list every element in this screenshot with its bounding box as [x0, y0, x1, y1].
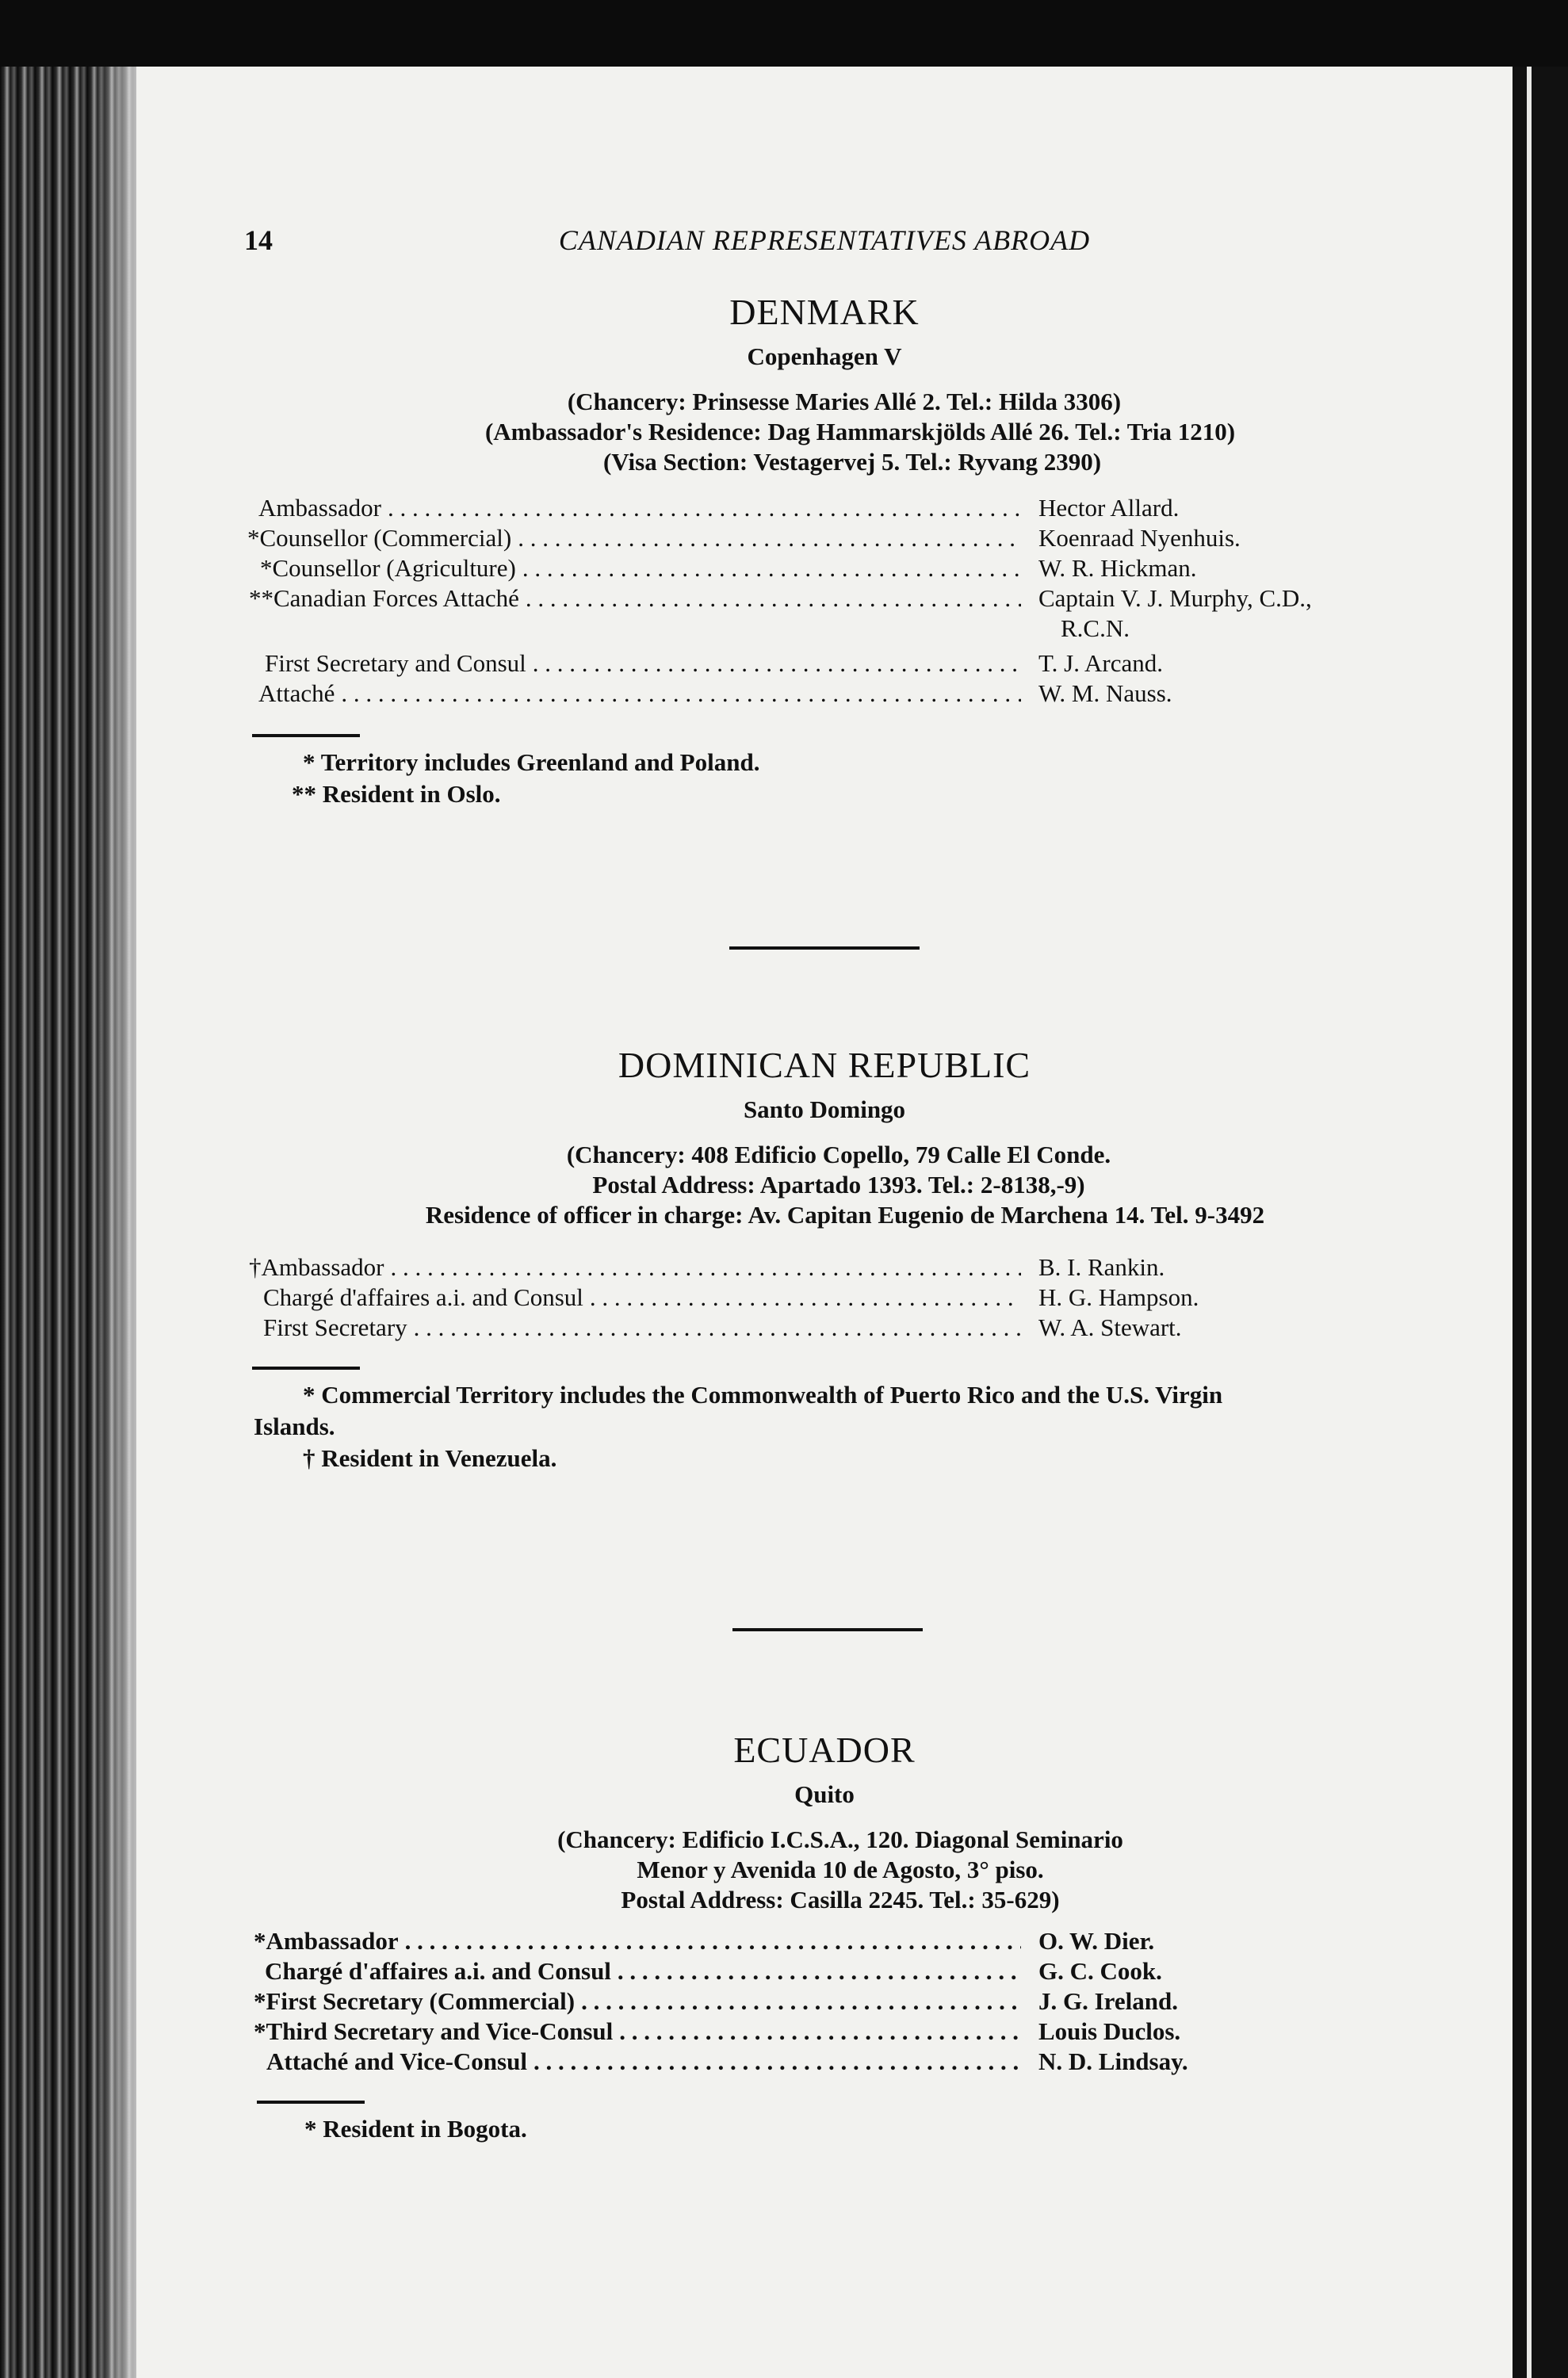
dot-leader: [414, 1313, 1021, 1343]
dot-leader: [518, 523, 1021, 553]
country-heading: ECUADOR: [733, 1730, 916, 1770]
city-name: Santo Domingo: [743, 1095, 906, 1123]
spine-fade: [95, 67, 143, 2378]
address-block: [136, 387, 1513, 477]
dot-leader: [522, 553, 1021, 583]
staff-name: Captain V. J. Murphy, C.D., R.C.N.: [1038, 584, 1312, 642]
address-line: Residence of officer in charge: Av. Capitan Eugenio de Marchena 14. Tel. 9-3492: [425, 1201, 1265, 1229]
country-heading: DOMINICAN REPUBLIC: [618, 1045, 1031, 1085]
footnote-rule: [252, 734, 360, 737]
dot-leader: [526, 583, 1021, 644]
staff-name: W. M. Nauss.: [1038, 679, 1172, 707]
staff-name: T. J. Arcand.: [1038, 649, 1163, 677]
staff-name: B. I. Rankin.: [1038, 1253, 1165, 1281]
section-dominican-republic: [136, 1043, 1513, 1474]
staff-role: *Ambassador: [254, 1927, 399, 1955]
staff-row: [136, 1926, 1513, 1956]
staff-role: First Secretary: [263, 1313, 407, 1341]
staff-row: [136, 1313, 1513, 1343]
staff-name: Koenraad Nyenhuis.: [1038, 524, 1241, 552]
dot-leader: [388, 493, 1021, 523]
address-line: (Ambassador's Residence: Dag Hammarskjölds Allé 26. Tel.: Tria 1210): [484, 418, 1236, 445]
staff-row: [136, 493, 1513, 523]
address-line: (Chancery: Edificio I.C.S.A., 120. Diagonal Seminario: [557, 1826, 1123, 1853]
address-line: Menor y Avenida 10 de Agosto, 3° piso.: [637, 1856, 1044, 1883]
staff-role: First Secretary and Consul: [265, 649, 526, 677]
staff-row: [136, 2047, 1513, 2077]
staff-name: W. R. Hickman.: [1038, 554, 1197, 582]
staff-name: Louis Duclos.: [1038, 2017, 1181, 2045]
scan-right-border: [1513, 67, 1568, 2378]
staff-row: [136, 1252, 1513, 1283]
staff-name: O. W. Dier.: [1038, 1927, 1155, 1955]
running-head: [136, 224, 1513, 263]
footnote: * Commercial Territory includes the Commonwealth of Puerto Rico and the U.S. Virgin: [303, 1381, 1223, 1409]
staff-role: Chargé d'affaires a.i. and Consul: [263, 1283, 583, 1311]
country-heading: DENMARK: [729, 292, 920, 332]
staff-name: N. D. Lindsay.: [1038, 2047, 1188, 2075]
staff-table: [136, 1926, 1513, 2077]
footnote: ** Resident in Oslo.: [292, 780, 501, 808]
footnote: * Territory includes Greenland and Poland.: [303, 748, 760, 776]
staff-row: [136, 523, 1513, 553]
staff-name: J. G. Ireland.: [1038, 1987, 1178, 2015]
staff-role: *Third Secretary and Vice-Consul: [254, 2017, 614, 2045]
staff-role: *Counsellor (Commercial): [247, 524, 512, 552]
footnote: Islands.: [254, 1413, 335, 1440]
address-line: (Visa Section: Vestagervej 5. Tel.: Ryvang 2390): [602, 448, 1102, 476]
dot-leader: [390, 1252, 1021, 1283]
page-edge-line: [1527, 67, 1532, 2378]
section-denmark: [136, 290, 1513, 810]
staff-name: Hector Allard.: [1038, 494, 1180, 522]
staff-row: [136, 648, 1513, 679]
staff-role: †Ambassador: [249, 1253, 384, 1281]
staff-row: [136, 679, 1513, 709]
staff-row: [136, 1283, 1513, 1313]
dot-leader: [405, 1926, 1021, 1956]
address-line: Postal Address: Casilla 2245. Tel.: 35-629): [621, 1886, 1060, 1913]
dot-leader: [581, 1986, 1021, 2017]
staff-row: [136, 1986, 1513, 2017]
staff-role: *Counsellor (Agriculture): [260, 554, 516, 582]
dot-leader: [590, 1283, 1021, 1313]
address-line: (Chancery: Prinsesse Maries Allé 2. Tel.: Hilda 3306): [567, 388, 1122, 415]
section-separator: [732, 1628, 923, 1631]
footnote: * Resident in Bogota.: [304, 2115, 527, 2143]
staff-role: Chargé d'affaires a.i. and Consul: [265, 1957, 611, 1985]
staff-role: Attaché: [258, 679, 335, 707]
footnote-rule: [257, 2101, 365, 2104]
page-number: 14: [244, 224, 273, 256]
staff-table: [136, 1252, 1513, 1343]
staff-row: [136, 553, 1513, 583]
dot-leader: [619, 2017, 1021, 2047]
address-block: [136, 1140, 1513, 1230]
staff-name-continued: R.C.N.: [1061, 614, 1130, 642]
staff-role: *First Secretary (Commercial): [254, 1987, 576, 2015]
staff-name: G. C. Cook.: [1038, 1957, 1162, 1985]
dot-leader: [341, 679, 1021, 709]
address-line: (Chancery: 408 Edificio Copello, 79 Calle El Conde.: [566, 1141, 1111, 1168]
running-title: CANADIAN REPRESENTATIVES ABROAD: [558, 224, 1091, 256]
staff-row: [136, 1956, 1513, 1986]
staff-role: Ambassador: [258, 494, 381, 522]
footnote: † Resident in Venezuela.: [303, 1444, 557, 1472]
staff-table: [136, 493, 1513, 709]
scan-top-border: [0, 0, 1568, 67]
section-separator: [729, 946, 920, 950]
staff-row: [136, 583, 1513, 644]
staff-row: [136, 2017, 1513, 2047]
city-name: Copenhagen V: [747, 342, 902, 370]
dot-leader: [534, 2047, 1021, 2077]
section-ecuador: [136, 1728, 1513, 2145]
address-line: Postal Address: Apartado 1393. Tel.: 2-8138,-9): [592, 1171, 1085, 1199]
city-name: Quito: [794, 1780, 855, 1808]
footnote-rule: [252, 1367, 360, 1370]
dot-leader: [533, 648, 1021, 679]
dot-leader: [618, 1956, 1021, 1986]
staff-name: H. G. Hampson.: [1038, 1283, 1199, 1311]
address-block: [136, 1825, 1513, 1915]
staff-name: W. A. Stewart.: [1038, 1313, 1182, 1341]
staff-role: **Canadian Forces Attaché: [249, 584, 519, 612]
staff-role: Attaché and Vice-Consul: [266, 2047, 527, 2075]
document-page: [136, 67, 1513, 2378]
